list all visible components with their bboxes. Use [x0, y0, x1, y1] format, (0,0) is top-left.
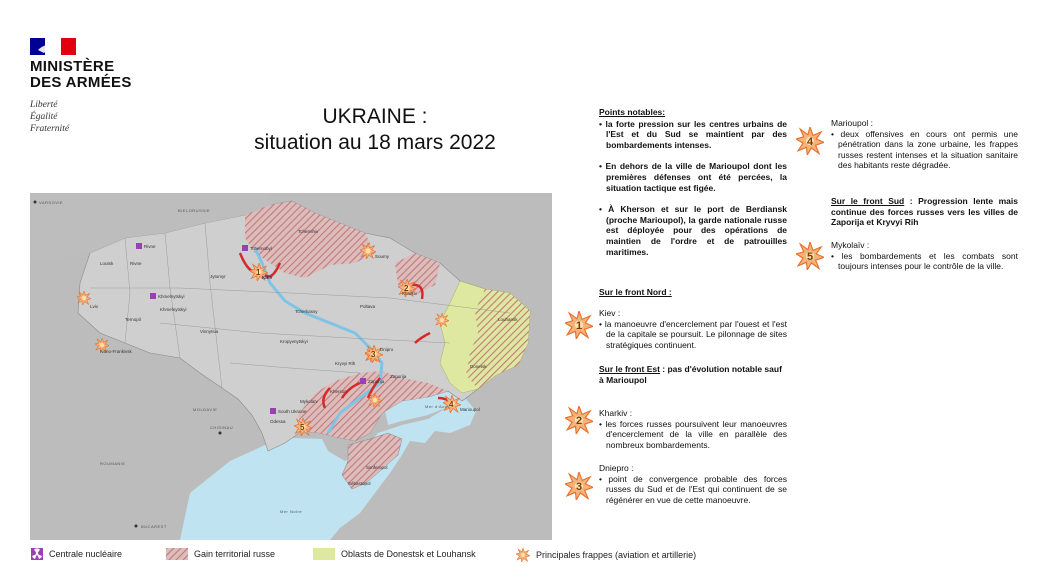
label-ternopil: Ternopil	[125, 317, 141, 322]
legend-strikes	[516, 548, 696, 562]
kiev-title: Kiev :	[599, 308, 621, 318]
ministry-line2: DES ARMÉES	[30, 74, 132, 91]
label-npp-tchernobyl: Tchernobyl	[250, 246, 272, 251]
label-donetsk: Donetsk	[470, 364, 487, 369]
label-chisinau: CHISINAU	[210, 425, 234, 430]
map-badge-3: 3	[371, 350, 376, 359]
kiev-text: • la manoeuvre d'encerclement par l'ouest et l'est de la capitale se poursuit. Le pilonnage de sites stratégiques continuent.	[599, 318, 788, 350]
situation-map	[30, 193, 552, 540]
oblast-swatch	[313, 548, 335, 560]
label-loutsk: Loutsk	[100, 261, 114, 266]
north-heading: Sur le front Nord :	[599, 287, 672, 297]
label-kryvyi-rih: Kryvyi Rih	[335, 361, 356, 366]
motto-liberte: Liberté	[30, 100, 58, 110]
label-npp-rivne: Rivne	[144, 244, 156, 249]
legend-strikes-label: Principales frappes (aviation et artillerie)	[536, 550, 697, 560]
kharkiv-block	[599, 408, 787, 450]
svg-text:5: 5	[806, 251, 814, 263]
dniepro-title: Dniepro :	[599, 463, 634, 473]
dniepro-text: • point de convergence probable des forces russes du Sud et de l'Est qui continuent de se régénérer en vue de cette manoeuvre.	[599, 473, 787, 505]
hatch-swatch	[166, 548, 188, 560]
svg-text:3: 3	[575, 481, 583, 493]
label-poltava: Poltava	[360, 304, 376, 309]
legend-oblasts	[313, 548, 476, 560]
title-line2: situation au 18 mars 2022	[254, 131, 496, 154]
south-heading: Sur le front Sud : Progression lente mais continue des forces russes vers les villes de Zaporija et Kryvyi Rih	[831, 196, 1018, 228]
notable-bullet-1: • la forte pression sur les centres urbains de l'Est et du Sud se maintient par des bombardements intenses.	[599, 118, 788, 150]
motto-egalite: Égalité	[30, 112, 58, 122]
label-rivne: Rivne	[130, 261, 142, 266]
label-kherson: Kherson	[330, 389, 347, 394]
label-varsovie: VARSOVIE	[39, 200, 64, 205]
kiev-block	[599, 308, 787, 350]
badge-3	[565, 472, 593, 500]
east-heading: Sur le front Est : pas d'évolution notable sauf à Marioupol	[599, 364, 782, 385]
map-badge-5: 5	[300, 423, 305, 432]
svg-text:4: 4	[806, 136, 814, 148]
label-belarus: BIELORUSSIE	[178, 208, 211, 213]
map-badge-2: 2	[404, 284, 409, 293]
ministry-name	[30, 59, 132, 91]
map-badge-1: 1	[256, 268, 261, 277]
label-roumanie: ROUMANIE	[100, 461, 126, 466]
label-moldavie: MOLDAVIE	[193, 407, 218, 412]
map-svg	[30, 193, 552, 540]
republique-francaise-logo	[30, 38, 76, 55]
label-mer-noire: Mer Noire	[280, 509, 303, 514]
marioupol-block	[831, 118, 1018, 171]
radiation-icon	[31, 548, 43, 560]
label-bucarest: BUCAREST	[141, 524, 167, 529]
label-marioupol: Marioupol	[460, 407, 480, 412]
label-kiev: KIEV	[262, 275, 273, 280]
label-mer-azov: Mer d'Azov	[425, 404, 450, 409]
label-npp-khmelnytskyi: Khmelnytskyi	[158, 294, 185, 299]
marioupol-title: Marioupol :	[831, 118, 874, 128]
ministry-line1: MINISTÈRE	[30, 58, 115, 75]
label-dnipro: Dnipro	[380, 347, 394, 352]
legend-gain	[166, 548, 275, 560]
motto-fraternite: Fraternité	[30, 124, 70, 134]
notable-bullet-2: • En dehors de la ville de Marioupol dont les premières défenses ont été percées, la situation tactique est figée.	[599, 161, 787, 193]
title-line1: UKRAINE :	[322, 105, 428, 128]
strike-burst-icon	[516, 548, 530, 562]
mykolaiv-block	[831, 240, 1018, 272]
label-npp-zaporija: Zaporija	[368, 379, 385, 384]
badge-5	[796, 242, 824, 270]
label-mykolaiv: Mykolaïv	[300, 399, 318, 404]
label-vinnytsia: Vinnytsia	[200, 329, 219, 334]
mykolaiv-text: • les bombardements et les combats sont toujours intenses pour le contrôle de la ville.	[831, 250, 1018, 272]
label-kropyvnytskyi: Kropyvnytskyi	[280, 339, 308, 344]
marioupol-text: • deux offensives en cours ont permis une pénétration dans la zone urbaine, les frappes russes restent intenses et la situation sanitaire des habitants reste dégradée.	[831, 128, 1018, 171]
label-khmelnytskyi: Khmelnytskyi	[160, 307, 187, 312]
label-jytomyr: Jytomyr	[210, 274, 226, 279]
label-louhansk: Louhansk	[498, 317, 518, 322]
notable-heading: Points notables:	[599, 107, 666, 117]
label-lviv: Lviv	[90, 304, 99, 309]
legend-gain-label: Gain territorial russe	[194, 549, 276, 559]
label-soumy: Soumy	[375, 254, 390, 259]
badge-2	[565, 406, 593, 434]
dniepro-block	[599, 463, 787, 505]
legend-nuclear	[31, 548, 122, 560]
badge-1	[565, 311, 593, 339]
page-title	[220, 104, 530, 156]
legend-oblasts-label: Oblasts de Donestsk et Louhansk	[341, 549, 476, 559]
label-kharkiv: Kharkiv	[402, 291, 418, 296]
label-npp-south-ukraine: South Ukraine	[278, 409, 307, 414]
kharkiv-title: Kharkiv :	[599, 408, 633, 418]
label-tchernihiv: Tchernihiv	[298, 229, 319, 234]
legend-nuclear-label: Centrale nucléaire	[49, 549, 123, 559]
label-zaporija: Zaporija	[390, 374, 407, 379]
motto	[30, 99, 69, 135]
label-tcherkassy: Tcherkassy	[295, 309, 318, 314]
label-sebastopol: Sébastopol	[348, 481, 371, 486]
label-ivano-frankivsk: Ivano-Frankivsk	[100, 349, 132, 354]
notable-bullet-3: • À Kherson et sur le port de Berdiansk (proche Marioupol), la garde nationale russe est déployée pour des opérations de maintien de l'ordre et de patrouilles maritimes.	[599, 204, 787, 257]
mykolaiv-title: Mykolaïv :	[831, 240, 870, 250]
kharkiv-text: • les forces russes poursuivent leur manoeuvres d'encerclement de la ville en parallèle des nombreux bombardements.	[599, 418, 788, 450]
map-badge-4: 4	[449, 400, 454, 409]
badge-4	[796, 127, 824, 155]
label-simferopol: Simferopol	[366, 465, 388, 470]
svg-text:1: 1	[575, 320, 583, 332]
notable-points	[599, 107, 787, 257]
svg-text:2: 2	[575, 415, 583, 427]
label-odessa: Odessa	[270, 419, 286, 424]
